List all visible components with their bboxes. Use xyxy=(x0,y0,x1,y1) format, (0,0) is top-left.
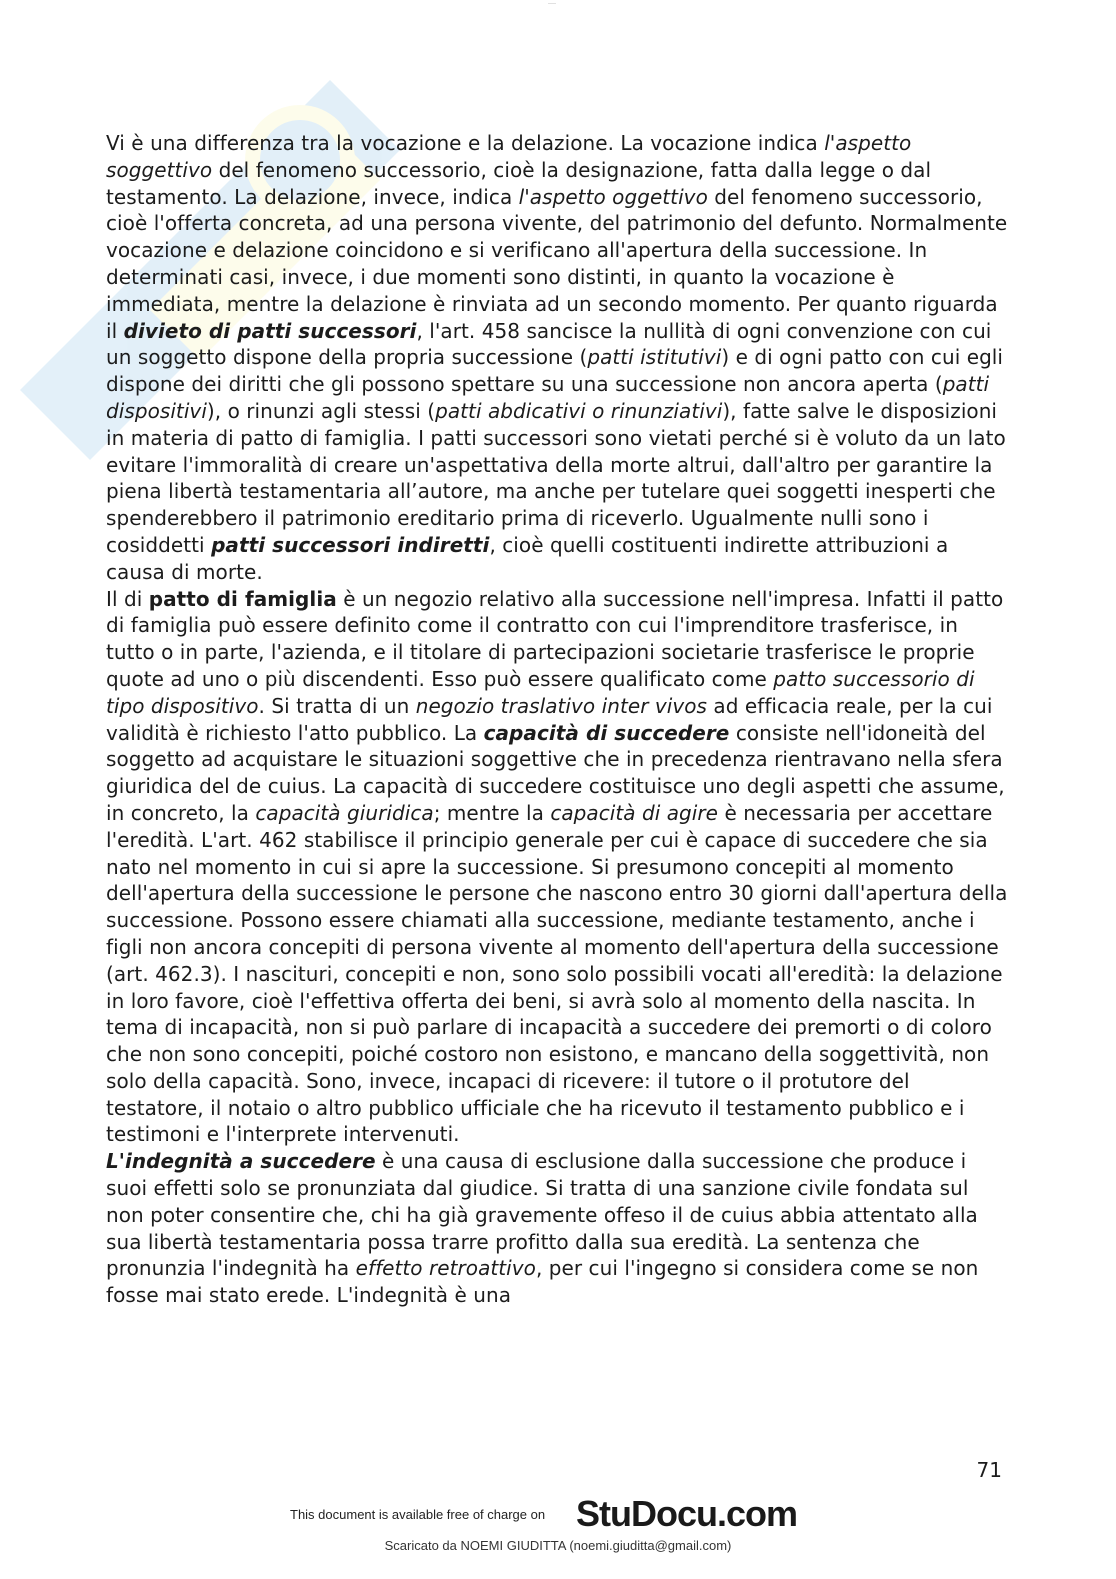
italic-term: patti istitutivi xyxy=(587,345,722,370)
text-run: ) e di ogni patto con cui egli dispone dei diritti che gli possono spettare su una successione non ancora aperta ( xyxy=(106,345,1004,397)
italic-term: effetto retroattivo xyxy=(355,1256,536,1281)
text-run: Il di xyxy=(106,586,149,611)
text-run: del fenomeno successorio, cioè l'offerta concreta, ad una persona vivente, del patrimonio del defunto. Normalmente vocazione e delazione coincidono e si verificano all'apertura della successione. In determinati casi, invece, i due momenti sono distinti, in quanto la vocazione è immediata, mentre la delazione è rinviata ad un secondo momento. Per quanto riguarda il xyxy=(106,184,1008,343)
studocu-footer xyxy=(290,1493,830,1533)
paragraph xyxy=(106,130,1011,586)
bold-term: patto di famiglia xyxy=(148,586,337,611)
text-run: ; mentre la xyxy=(433,800,551,825)
text-run: , per cui l'ingegno si considera come se non fosse mai stato erede. L'indegnità è una xyxy=(106,1256,979,1308)
italic-term: l'aspetto soggettivo xyxy=(106,131,912,182)
italic-term: capacità di agire xyxy=(550,800,719,825)
text-run: consiste nell'idoneità del soggetto ad acquistare le situazioni soggettive che in precedenza rientravano nella sfera giuridica del de cuius. La capacità di succedere costituisce uno degli aspetti che assume, in concreto, la xyxy=(106,720,1005,825)
italic-term: patti abdicativi o rinunziativi xyxy=(435,398,723,423)
text-run: ad efficacia reale, per la cui validità è richiesto l'atto pubblico. La xyxy=(106,693,993,745)
italic-term: patto successorio di tipo dispositivo xyxy=(106,666,975,718)
text-run: , l'art. 458 sancisce la nullità di ogni convenzione con cui un soggetto dispone della propria successione ( xyxy=(106,318,992,370)
studocu-logo-suffix: .com xyxy=(717,1493,798,1534)
italic-term: patti dispositivi xyxy=(106,372,990,423)
text-run: ), fatte salve le disposizioni in materia di patto di famiglia. I patti successori sono vietati perché si è voluto da un lato evitare l'immoralità di creare un'aspettativa della morte altrui, dall'altro per garantire la piena libertà testamentaria all’autore, ma anche per tutelare quei soggetti inesperti che spenderebbero il patrimonio ereditario prima di riceverlo. Ugualmente nulli sono i cosiddetti xyxy=(106,398,1006,557)
bold-italic-term: patti successori indiretti xyxy=(211,532,490,557)
text-run: del fenomeno successorio, cioè la designazione, fatta dalla legge o dal testamento. La delazione, invece, indica xyxy=(106,157,932,209)
top-mark: —— xyxy=(548,0,556,5)
studocu-logo[interactable] xyxy=(576,1493,797,1535)
text-run: è una causa di esclusione dalla successione che produce i suoi effetti solo se pronunziata dal giudice. Si tratta di una sanzione civile fondata sul non poter consentire che, chi ha già gravemente offeso il de cuius abbia attentato alla sua libertà testamentaria possa trarre profitto dalla sua eredità. La sentenza che pronunzia l'indegnità ha xyxy=(106,1149,978,1281)
bold-italic-term: divieto di patti successori xyxy=(123,318,417,343)
text-run: ), o rinunzi agli stessi ( xyxy=(206,398,436,423)
italic-term: l'aspetto oggettivo xyxy=(518,184,708,209)
bold-italic-term: L'indegnità a succedere xyxy=(106,1149,376,1174)
download-attribution: Scaricato da NOEMI GIUDITTA (noemi.giuditta@gmail.com) xyxy=(384,1538,732,1553)
italic-term: capacità giuridica xyxy=(255,800,434,825)
body-text xyxy=(106,130,1011,1309)
italic-term: negozio traslativo inter vivos xyxy=(415,693,708,718)
paragraph xyxy=(106,1148,1011,1309)
bold-italic-term: capacità di succedere xyxy=(483,720,730,745)
page-number: 71 xyxy=(976,1458,1002,1482)
text-run: è un negozio relativo alla successione nell'impresa. Infatti il patto di famiglia può essere definito come il contratto con cui l'imprenditore trasferisce, in tutto o in parte, l'azienda, e il titolare di partecipazioni societarie trasferisce le proprie quote ad uno o più discendenti. Esso può essere qualificato come xyxy=(106,586,1004,691)
text-run: è necessaria per accettare l'eredità. L'art. 462 stabilisce il principio generale per cui è capace di succedere che sia nato nel momento in cui si apre la successione. Si presumono concepiti al momento dell'apertura della successione le persone che nascono entro 30 giorni dall'apertura della successione. Possono essere chiamati alla successione, mediante testamento, anche i figli non ancora concepiti di persona vivente al momento dell'apertura della successione (art. 462.3). I nascituri, concepiti e non, sono solo possibili vocati all'eredità: la delazione in loro favore, cioè l'effettiva offerta dei beni, si avrà solo al momento della nascita. In tema di incapacità, non si può parlare di incapacità a succedere dei premorti o di coloro che non sono concepiti, poiché costoro non esistono, e mancano della soggettività, non solo della capacità. Sono, invece, incapaci di ricevere: il tutore o il protutore del testatore, il notaio o altro pubblico ufficiale che ha ricevuto il testamento pubblico e i testimoni e l'interprete intervenuti. xyxy=(106,800,1008,1147)
text-run: , cioè quelli costituenti indirette attribuzioni a causa di morte. xyxy=(106,532,949,584)
footer-available-text: This document is available free of charge on xyxy=(290,1507,546,1522)
studocu-logo-name: StuDocu xyxy=(576,1493,717,1534)
text-run: . Si tratta di un xyxy=(258,693,416,718)
text-run: Vi è una differenza tra la vocazione e la delazione. La vocazione indica xyxy=(106,131,825,155)
paragraph xyxy=(106,586,1011,1149)
